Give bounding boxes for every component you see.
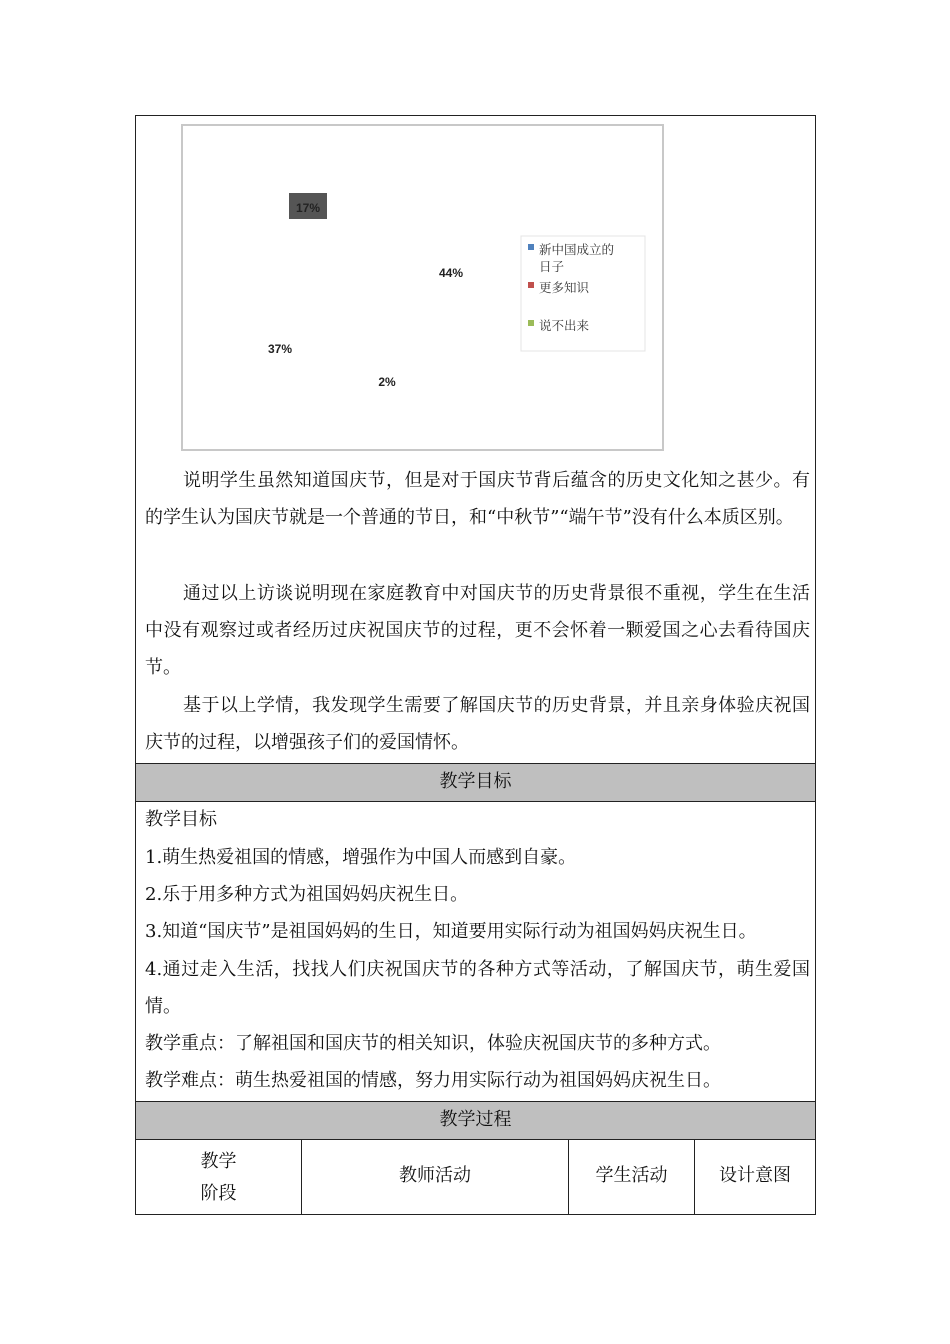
legend-label: 更多知识 — [539, 280, 590, 295]
goal-item-2: 2.乐于用多种方式为祖国妈妈庆祝生日。 — [145, 884, 469, 905]
chart-legend — [521, 236, 645, 351]
analysis-paragraph-3: 基于以上学情，我发现学生需要了解国庆节的历史背景，并且亲身体验庆祝国庆节的过程，以增强孩子们的爱国情怀。 — [145, 695, 810, 753]
key-point: 教学重点：了解祖国和国庆节的相关知识，体验庆祝国庆节的多种方式。 — [145, 1033, 721, 1054]
legend-swatch — [528, 320, 534, 326]
goals-title: 教学目标 — [145, 809, 217, 830]
difficulty-point: 教学难点：萌生热爱祖国的情感，努力用实际行动为祖国妈妈庆祝生日。 — [145, 1070, 721, 1091]
goal-item-3: 3.知道“国庆节”是祖国妈妈的生日，知道要用实际行动为祖国妈妈庆祝生日。 — [145, 921, 757, 942]
analysis-paragraph-2: 通过以上访谈说明现在家庭教育中对国庆节的历史背景很不重视，学生在生活中没有观察过或者经历过庆祝国庆节的过程，更不会怀着一颗爱国之心去看待国庆节。 — [145, 583, 810, 678]
data-label: 37% — [267, 342, 293, 356]
col-stage-line-2: 阶段 — [200, 1183, 237, 1204]
data-label: 17% — [295, 201, 321, 215]
data-label: 2% — [378, 375, 396, 389]
analysis-paragraph-1: 说明学生虽然知道国庆节，但是对于国庆节背后蕴含的历史文化知之甚少。有的学生认为国庆节就是一个普通的节日，和“中秋节”“端午节”没有什么本质区别。 — [145, 470, 810, 528]
pie-chart-canvas — [183, 126, 662, 449]
survey-pie-chart — [181, 124, 664, 451]
col-teacher-activity-header: 教师活动 — [399, 1165, 471, 1186]
data-label: 44% — [438, 266, 464, 280]
legend-swatch — [528, 244, 534, 250]
goal-item-4: 4.通过走入生活，找找人们庆祝国庆节的各种方式等活动，了解国庆节，萌生爱国情。 — [145, 959, 810, 1017]
legend-label: 说不出来 — [539, 318, 590, 333]
goal-item-1: 1.萌生热爱祖国的情感，增强作为中国人而感到自豪。 — [145, 847, 577, 868]
col-stage-header — [136, 1146, 301, 1210]
col-student-activity-header: 学生活动 — [595, 1165, 668, 1186]
process-header: 教学过程 — [439, 1109, 512, 1130]
legend-label: 新中国成立的日子 — [539, 242, 615, 274]
col-design-intent-header: 设计意图 — [719, 1165, 791, 1186]
col-stage-line-1: 教学 — [200, 1151, 237, 1172]
legend-swatch — [528, 282, 534, 288]
goals-header: 教学目标 — [439, 771, 512, 792]
